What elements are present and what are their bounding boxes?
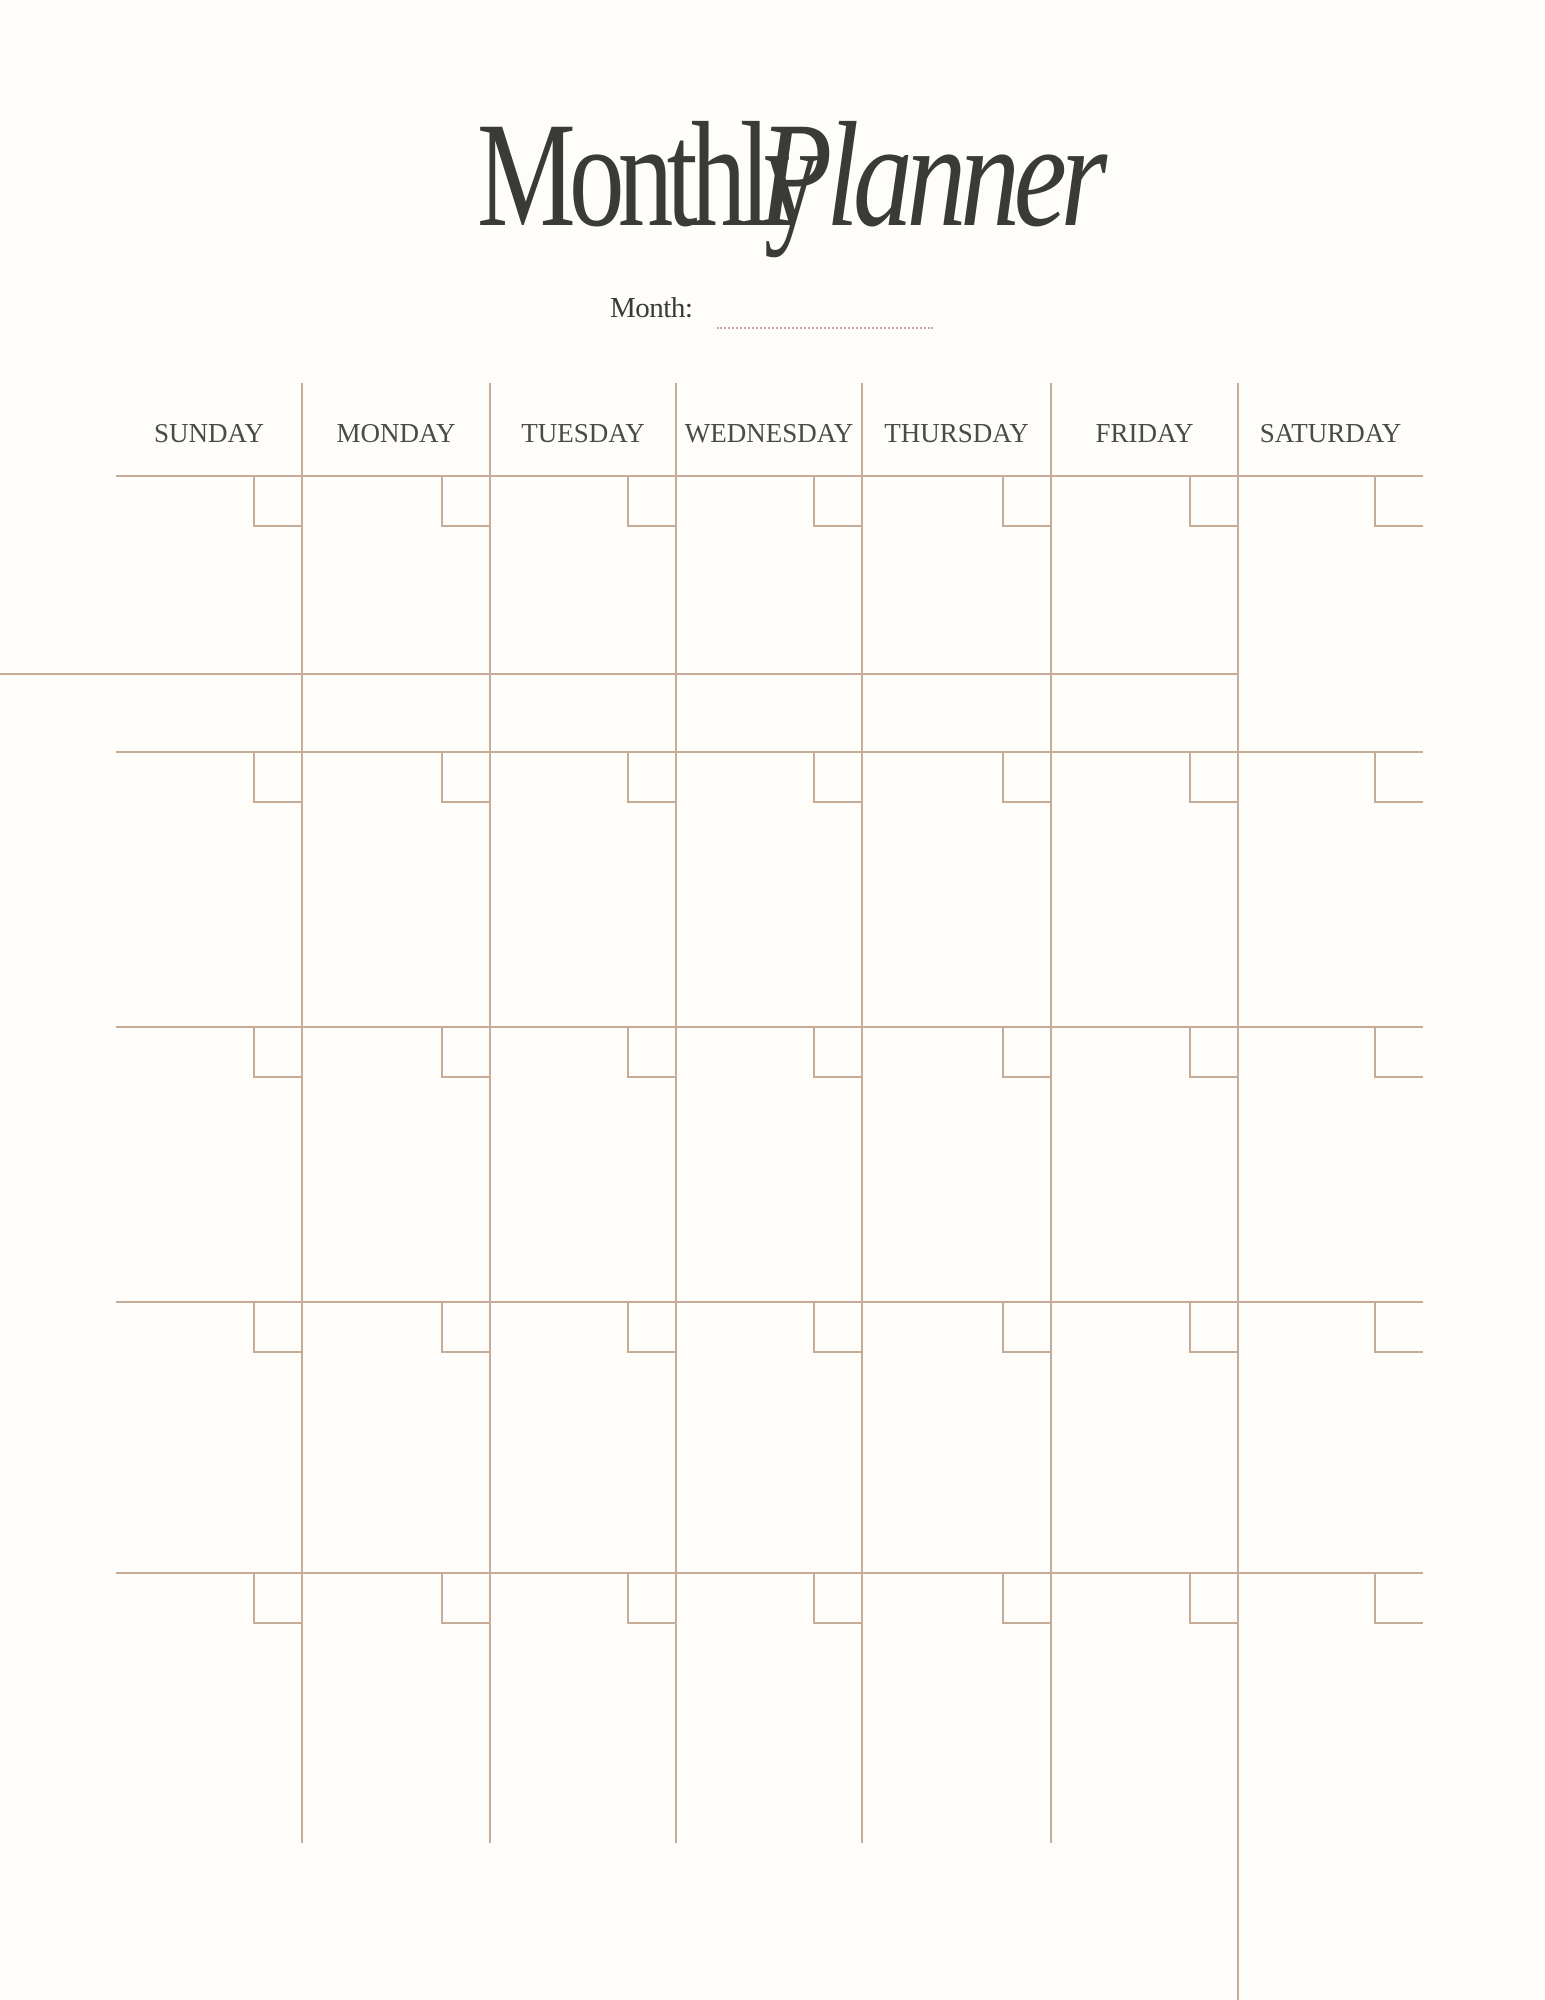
date-box[interactable]: [442, 752, 490, 802]
date-box[interactable]: [628, 752, 676, 802]
date-box[interactable]: [1375, 1573, 1423, 1623]
date-box[interactable]: [814, 1573, 862, 1623]
date-box[interactable]: [628, 1027, 676, 1077]
date-box[interactable]: [442, 1302, 490, 1352]
date-box[interactable]: [628, 476, 676, 526]
date-box[interactable]: [1003, 1302, 1051, 1352]
day-label-saturday: SATURDAY: [1259, 418, 1402, 448]
date-box[interactable]: [814, 476, 862, 526]
date-box[interactable]: [1190, 1302, 1238, 1352]
date-box[interactable]: [254, 1302, 302, 1352]
date-box[interactable]: [814, 1302, 862, 1352]
date-box[interactable]: [254, 1027, 302, 1077]
date-box[interactable]: [1375, 476, 1423, 526]
month-label: Month:: [610, 292, 693, 324]
date-box[interactable]: [254, 476, 302, 526]
day-label-wednesday: WEDNESDAY: [684, 418, 854, 448]
date-box[interactable]: [1190, 1573, 1238, 1623]
day-label-sunday: SUNDAY: [153, 418, 265, 448]
title-planner: Planner: [758, 92, 1101, 258]
date-box[interactable]: [1190, 752, 1238, 802]
title-monthly: Monthly: [476, 92, 813, 258]
day-label-thursday: THURSDAY: [884, 418, 1029, 448]
date-box[interactable]: [628, 1573, 676, 1623]
date-box[interactable]: [442, 1027, 490, 1077]
date-box[interactable]: [442, 476, 490, 526]
date-box[interactable]: [1375, 752, 1423, 802]
date-box[interactable]: [254, 1573, 302, 1623]
date-box[interactable]: [1190, 1027, 1238, 1077]
date-box[interactable]: [1375, 1302, 1423, 1352]
date-box[interactable]: [1003, 476, 1051, 526]
day-label-friday: FRIDAY: [1095, 418, 1194, 448]
date-box[interactable]: [628, 1302, 676, 1352]
date-box[interactable]: [1190, 476, 1238, 526]
date-box[interactable]: [814, 752, 862, 802]
date-box[interactable]: [442, 1573, 490, 1623]
date-box[interactable]: [1003, 1573, 1051, 1623]
date-box[interactable]: [1003, 1027, 1051, 1077]
date-box[interactable]: [814, 1027, 862, 1077]
day-label-tuesday: TUESDAY: [521, 418, 645, 448]
date-box[interactable]: [1375, 1027, 1423, 1077]
day-label-monday: MONDAY: [336, 418, 456, 448]
date-box[interactable]: [254, 752, 302, 802]
date-box[interactable]: [1003, 752, 1051, 802]
